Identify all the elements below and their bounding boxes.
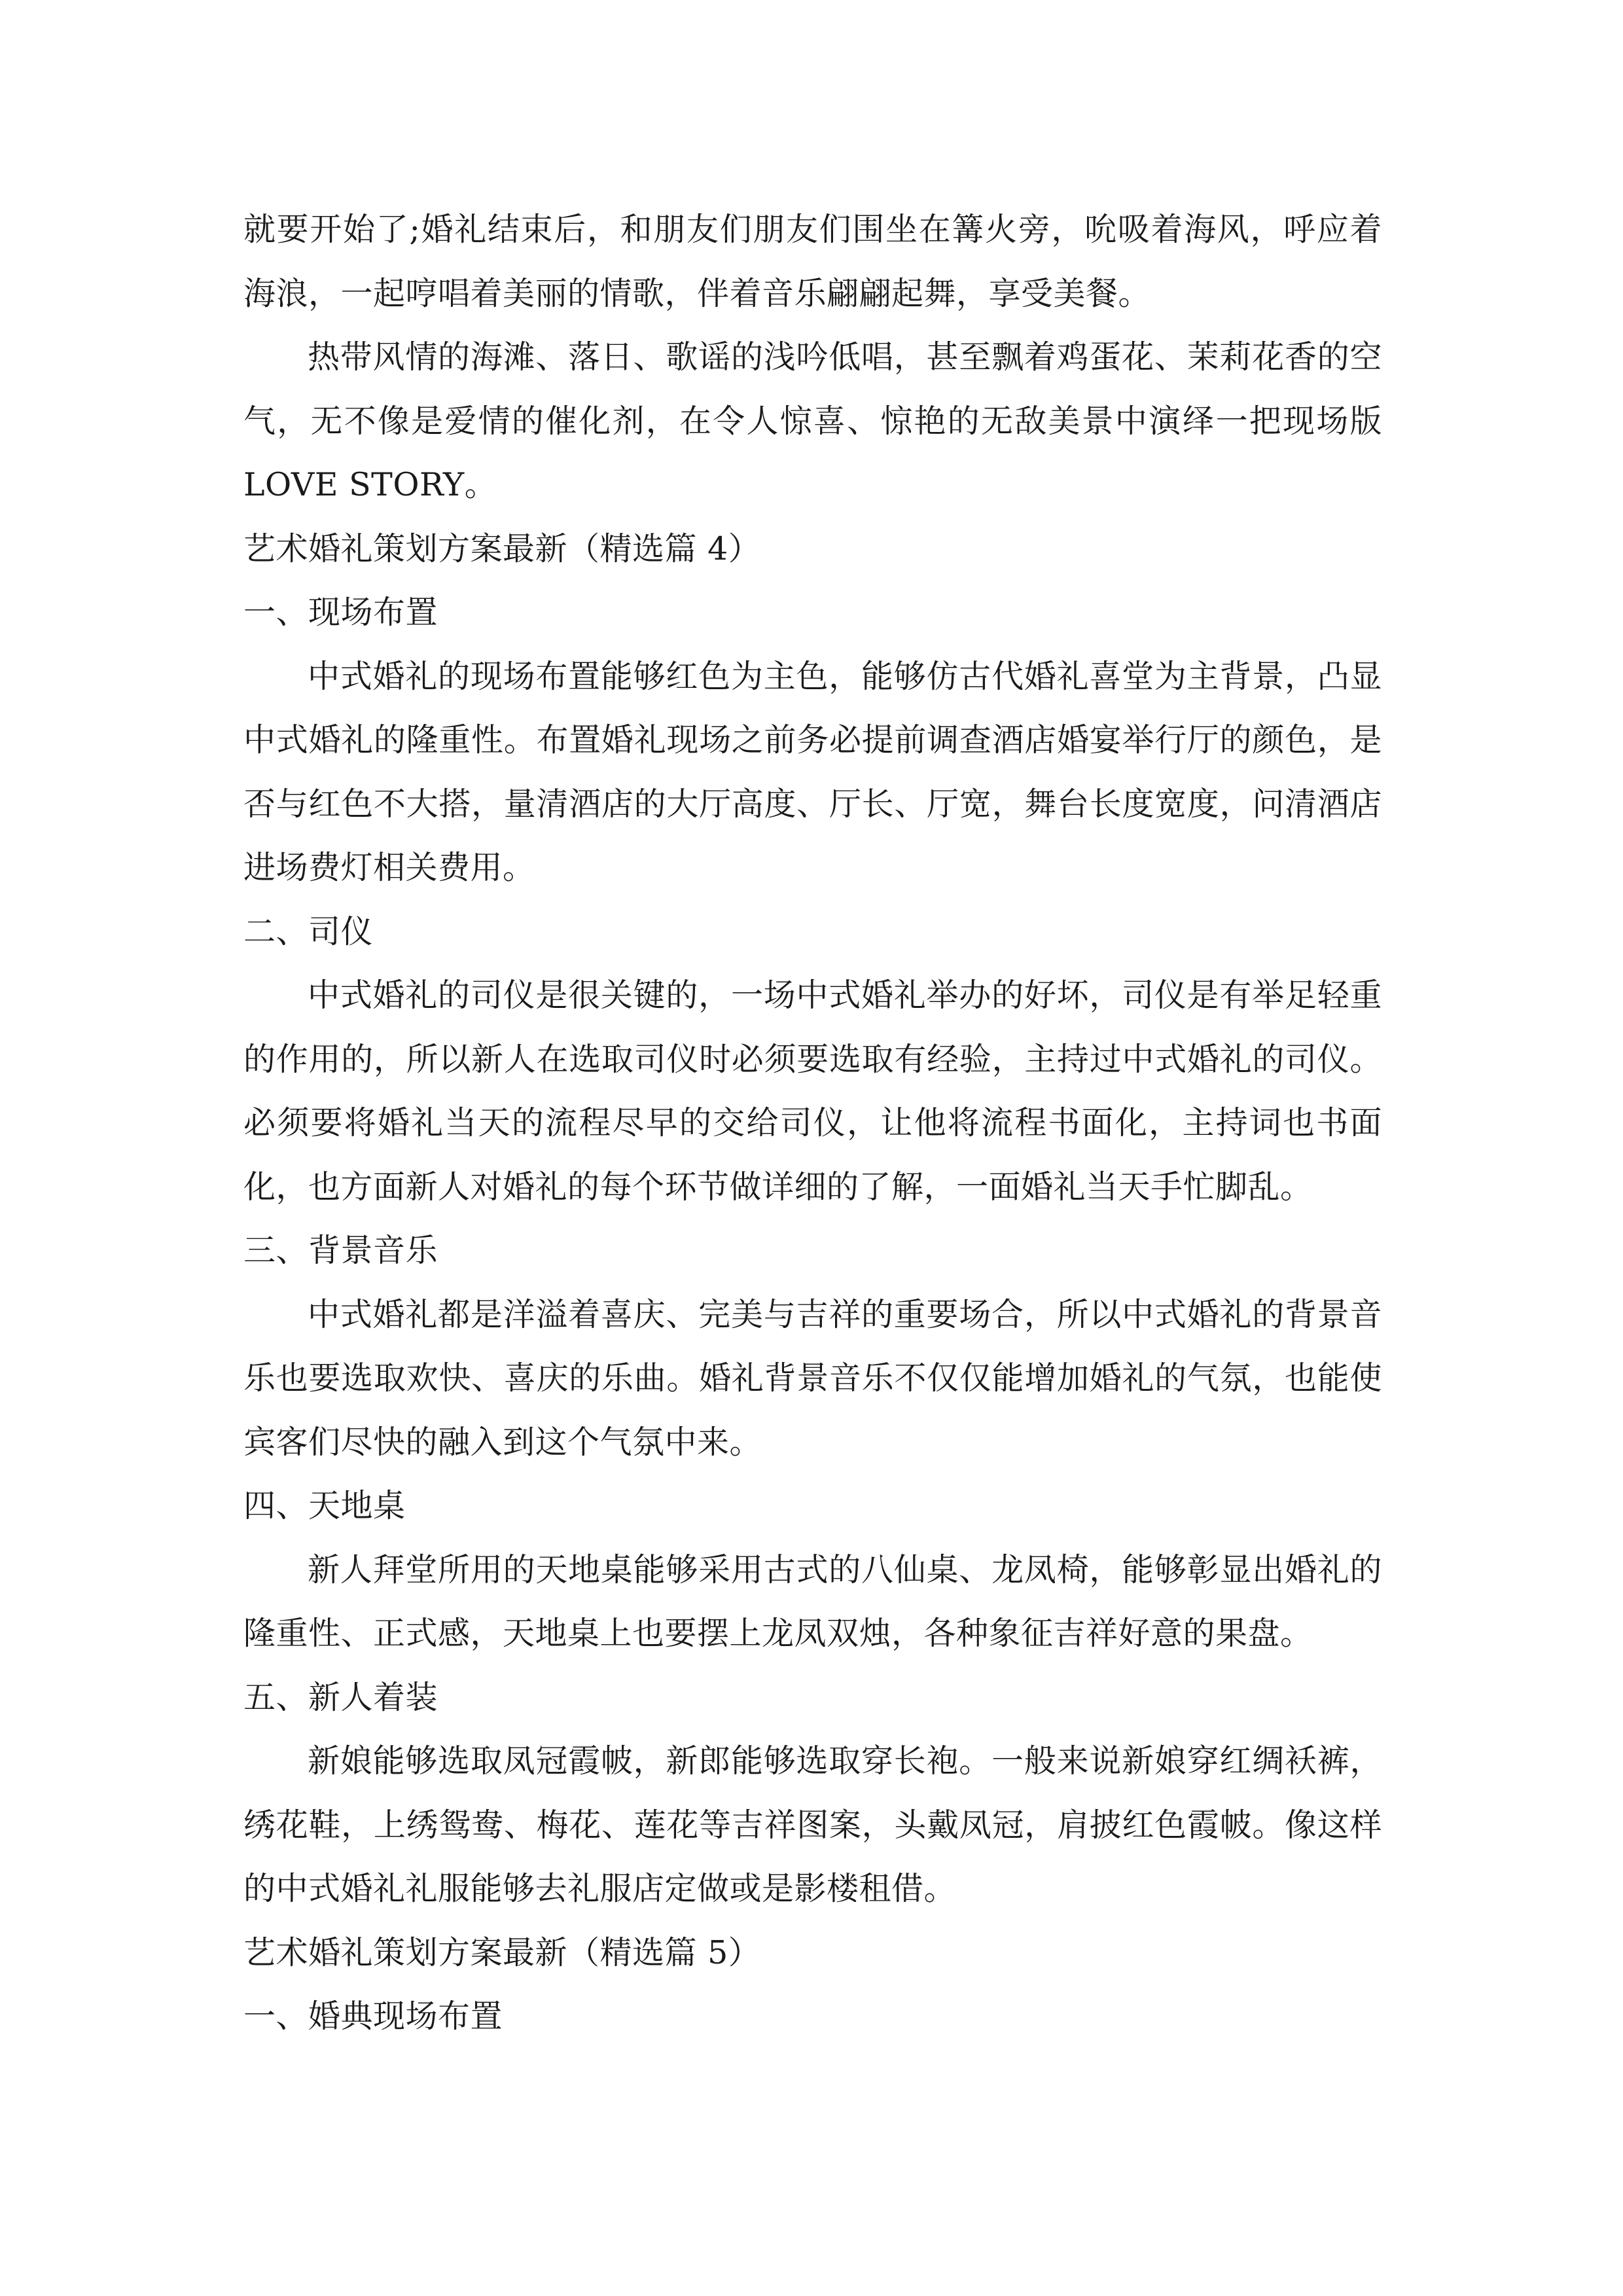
subsection-heading: 五、新人着装 — [243, 1678, 438, 1716]
paragraph: 中式婚礼都是洋溢着喜庆、完美与吉祥的重要场合，所以中式婚礼的背景音乐也要选取欢快、喜庆的乐曲。婚礼背景音乐不仅仅能增加婚礼的气氛，也能使宾客们尽快的融入到这个气氛中来。 — [243, 1295, 1382, 1461]
paragraph: 新娘能够选取凤冠霞帔，新郎能够选取穿长袍。一般来说新娘穿红绸袄裤，绣花鞋，上绣鸳鸯、梅花、莲花等吉祥图案，头戴凤冠，肩披红色霞帔。像这样的中式婚礼礼服能够去礼服店定做或是影楼租借。 — [243, 1742, 1382, 1907]
subsection-heading: 三、背景音乐 — [243, 1232, 438, 1269]
paragraph: 中式婚礼的司仪是很关键的，一场中式婚礼举办的好坏，司仪是有举足轻重的作用的，所以新人在选取司仪时必须要选取有经验，主持过中式婚礼的司仪。必须要将婚礼当天的流程尽早的交给司仪，让他将流程书面化，主持词也书面化，也方面新人对婚礼的每个环节做详细的了解，一面婚礼当天手忙脚乱。 — [243, 977, 1382, 1206]
subsection-heading: 一、婚典现场布置 — [243, 1998, 503, 2035]
paragraph: 中式婚礼的现场布置能够红色为主色，能够仿古代婚礼喜堂为主背景，凸显中式婚礼的隆重性。布置婚礼现场之前务必提前调查酒店婚宴举行厅的颜色，是否与红色不大搭，量清酒店的大厅高度、厅长、厅宽，舞台长度宽度，问清酒店进场费灯相关费用。 — [243, 657, 1382, 886]
paragraph: 热带风情的海滩、落日、歌谣的浅吟低唱，甚至飘着鸡蛋花、茉莉花香的空气，无不像是爱情的催化剂，在令人惊喜、惊艳的无敌美景中演绎一把现场版 LOVE STORY。 — [243, 338, 1382, 503]
subsection-heading: 四、天地桌 — [243, 1487, 406, 1524]
subsection-heading: 二、司仪 — [243, 912, 374, 950]
subsection-heading: 一、现场布置 — [243, 594, 438, 631]
section-title: 艺术婚礼策划方案最新（精选篇 5） — [243, 1933, 761, 1971]
paragraph: 新人拜堂所用的天地桌能够采用古式的八仙桌、龙凤椅，能够彰显出婚礼的隆重性、正式感，天地桌上也要摆上龙凤双烛，各种象征吉祥好意的果盘。 — [243, 1551, 1382, 1652]
section-title: 艺术婚礼策划方案最新（精选篇 4） — [243, 529, 761, 567]
paragraph-continued: 就要开始了;婚礼结束后，和朋友们朋友们围坐在篝火旁，吮吸着海风，呼应着海浪，一起哼唱着美丽的情歌，伴着音乐翩翩起舞，享受美餐。 — [243, 211, 1382, 312]
document-body — [243, 198, 1382, 2049]
